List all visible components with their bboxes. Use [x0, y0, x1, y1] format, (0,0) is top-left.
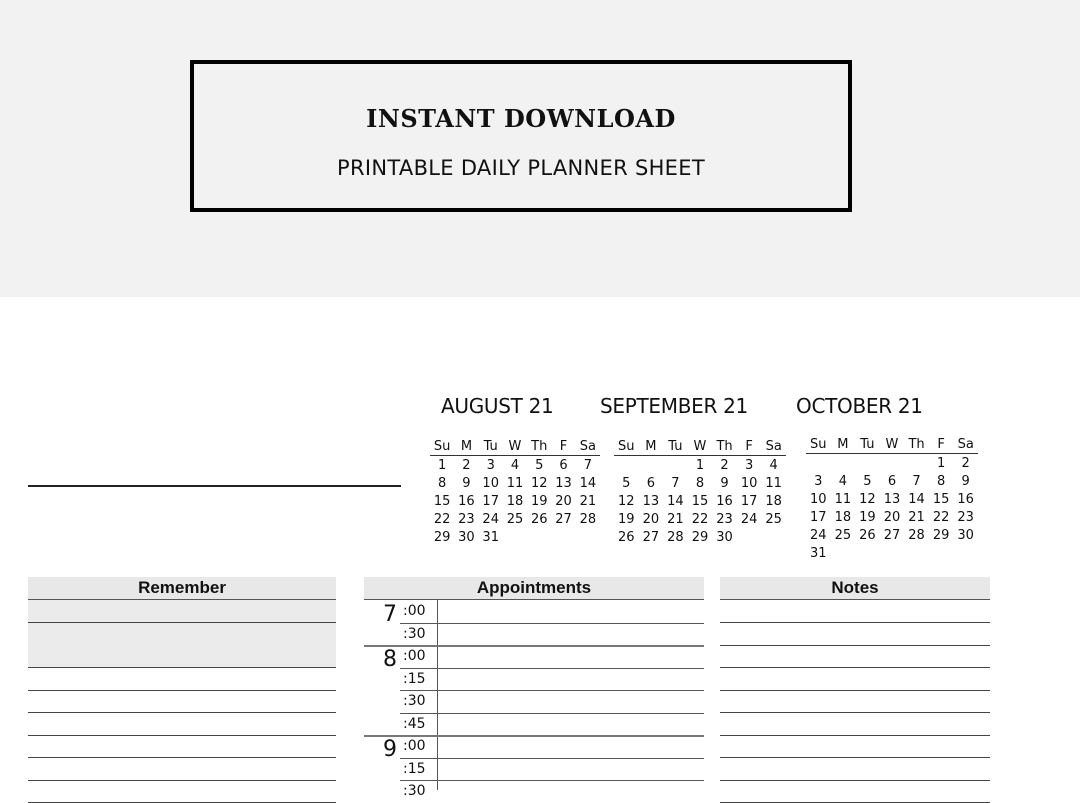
remember-row[interactable]	[28, 780, 336, 803]
remember-row[interactable]	[28, 713, 336, 736]
calendar-day: 25	[834, 527, 852, 543]
calendar-day: 1	[438, 457, 447, 473]
calendar-day: 30	[716, 529, 733, 545]
appointment-minute: :00	[403, 603, 426, 619]
appointment-minute: :30	[403, 693, 426, 709]
calendar-day: 6	[646, 475, 655, 491]
calendar-week	[614, 456, 786, 475]
calendar-day: 31	[482, 529, 499, 545]
calendar-day: 26	[859, 527, 876, 543]
calendar-day: 5	[622, 475, 631, 491]
calendar-day: 15	[433, 493, 451, 509]
calendar-day: 19	[618, 511, 635, 527]
weekday-label: W	[688, 437, 713, 456]
calendar-day: 23	[716, 511, 733, 527]
weekday-label: Tu	[663, 437, 688, 456]
calendar-day: 20	[555, 493, 572, 509]
calendar-day: 2	[961, 455, 970, 471]
calendar-day: 5	[535, 457, 544, 473]
banner-frame	[190, 60, 852, 212]
weekday-label: Sa	[761, 437, 786, 456]
calendar-day: 21	[667, 511, 684, 527]
calendar-day: 12	[530, 475, 548, 491]
calendar-day: 27	[642, 529, 660, 545]
calendar-day: 25	[506, 511, 524, 527]
calendar-day: 28	[667, 529, 684, 545]
appointment-minute: :15	[403, 760, 426, 777]
calendar-week	[430, 492, 600, 510]
calendar-day	[761, 528, 786, 546]
remember-row[interactable]	[28, 735, 336, 758]
weekday-label: Su	[430, 437, 454, 456]
appointment-minute: :00	[403, 738, 426, 754]
appointment-minute: :45	[403, 715, 426, 732]
notes-row[interactable]	[720, 668, 990, 691]
calendar-day	[831, 454, 856, 473]
notes-row[interactable]	[720, 758, 990, 781]
notes-row[interactable]	[720, 600, 990, 623]
appointment-slot[interactable]	[438, 781, 704, 803]
calendar-day: 22	[433, 511, 451, 527]
calendar-day: 13	[883, 491, 901, 507]
appointment-slot[interactable]	[438, 691, 704, 713]
calendar-day: 11	[834, 491, 852, 507]
calendar-day: 20	[642, 511, 660, 527]
calendar-day: 25	[765, 511, 782, 527]
calendar-week	[806, 454, 978, 473]
calendar-week	[430, 510, 600, 528]
calendar-title-september: SEPTEMBER 21	[600, 394, 748, 418]
banner-subtitle: PRINTABLE DAILY PLANNER SHEET	[337, 156, 705, 180]
appointment-minute: :30	[403, 625, 426, 642]
appointment-slot[interactable]	[438, 714, 704, 736]
calendar-day: 29	[433, 529, 451, 545]
notes-header: Notes	[720, 577, 990, 600]
weekday-label: M	[831, 435, 856, 454]
calendar-day: 13	[555, 475, 572, 491]
calendar-day: 13	[642, 493, 660, 509]
appointment-minute: :15	[403, 670, 426, 687]
calendar-day: 29	[932, 527, 950, 543]
calendar-day: 28	[908, 527, 925, 543]
calendar-day: 15	[691, 493, 709, 509]
weekday-label: Th	[527, 437, 551, 456]
calendar-day	[880, 544, 905, 562]
name-line	[28, 485, 401, 487]
calendar-october	[806, 435, 978, 562]
calendar-day: 11	[506, 475, 524, 491]
calendar-day: 23	[458, 511, 475, 527]
calendar-day	[953, 544, 978, 562]
calendar-week	[614, 510, 786, 528]
calendar-day	[855, 544, 880, 562]
calendar-day	[904, 544, 929, 562]
calendar-day: 29	[691, 529, 709, 545]
calendar-day: 22	[691, 511, 709, 527]
calendar-day: 10	[740, 475, 758, 491]
remember-row[interactable]	[28, 645, 336, 668]
calendar-day: 16	[458, 493, 475, 509]
calendar-day	[663, 456, 688, 475]
weekday-label: Su	[614, 437, 639, 456]
calendar-day: 7	[671, 475, 680, 491]
remember-header: Remember	[28, 577, 336, 600]
appointments-header: Appointments	[364, 577, 704, 600]
calendar-day	[639, 456, 664, 475]
calendar-day: 17	[810, 509, 827, 525]
appointment-minute: :00	[403, 648, 426, 664]
remember-row[interactable]	[28, 758, 336, 781]
calendar-day: 6	[887, 473, 897, 489]
weekday-label: M	[639, 437, 664, 456]
weekday-label: W	[880, 435, 905, 454]
calendar-day: 3	[814, 473, 823, 489]
weekday-label: Tu	[479, 437, 503, 456]
appointment-slot[interactable]	[438, 759, 704, 781]
calendar-day: 7	[583, 457, 592, 473]
calendar-day: 8	[936, 473, 946, 489]
calendar-day: 12	[859, 491, 876, 507]
calendar-day: 27	[883, 527, 901, 543]
appointment-hour: 9	[383, 737, 397, 762]
calendar-day: 21	[908, 509, 925, 525]
weekday-label: Sa	[953, 435, 978, 454]
appointment-slot[interactable]	[438, 601, 704, 623]
notes-row[interactable]	[720, 623, 990, 646]
remember-row[interactable]	[28, 623, 336, 646]
calendar-day: 9	[462, 475, 471, 491]
calendar-day: 1	[695, 457, 705, 473]
calendar-september	[614, 437, 786, 546]
calendar-day: 24	[810, 527, 827, 543]
weekday-label: Th	[904, 435, 929, 454]
calendar-day: 21	[579, 493, 597, 509]
calendar-day	[576, 528, 600, 546]
calendar-day: 3	[744, 457, 754, 473]
calendar-week	[430, 456, 600, 475]
calendar-day: 22	[932, 509, 950, 525]
calendar-day: 1	[936, 455, 946, 471]
calendar-week	[806, 508, 978, 526]
calendar-day: 19	[859, 509, 876, 525]
calendar-week	[806, 490, 978, 508]
calendar-day: 7	[912, 473, 921, 489]
weekday-label: Su	[806, 435, 831, 454]
calendar-day: 26	[618, 529, 635, 545]
calendar-day: 14	[667, 493, 684, 509]
weekday-label: F	[551, 437, 575, 456]
appointment-slot[interactable]	[438, 624, 704, 646]
calendar-day: 9	[961, 473, 970, 489]
weekday-label: F	[929, 435, 954, 454]
remember-row[interactable]	[28, 668, 336, 691]
calendar-day	[855, 454, 880, 473]
calendar-day: 4	[769, 457, 778, 473]
calendar-day: 11	[765, 475, 782, 491]
appointment-slot[interactable]	[438, 646, 704, 668]
calendar-day: 17	[482, 493, 499, 509]
appointment-slot[interactable]	[438, 736, 704, 758]
calendar-day: 24	[482, 511, 499, 527]
calendar-week	[614, 474, 786, 492]
weekday-label: Th	[712, 437, 737, 456]
banner-title: INSTANT DOWNLOAD	[366, 104, 676, 133]
remember-row[interactable]	[28, 600, 336, 623]
calendar-day: 2	[462, 457, 471, 473]
calendar-day: 18	[506, 493, 524, 509]
calendar-day: 12	[618, 493, 635, 509]
calendar-week	[430, 474, 600, 492]
calendar-day: 3	[486, 457, 495, 473]
calendar-day	[737, 528, 762, 546]
calendar-day: 9	[720, 475, 729, 491]
calendar-day	[503, 528, 527, 546]
calendar-week	[806, 544, 978, 562]
calendar-title-august: AUGUST 21	[441, 394, 554, 418]
notes-row[interactable]	[720, 713, 990, 736]
weekday-label: M	[454, 437, 478, 456]
calendar-week	[614, 492, 786, 510]
calendar-day: 4	[838, 473, 847, 489]
calendar-day: 16	[957, 491, 974, 507]
notes-row[interactable]	[720, 645, 990, 668]
calendar-day: 2	[720, 457, 729, 473]
calendar-day	[831, 544, 856, 562]
calendar-day	[904, 454, 929, 473]
remember-row[interactable]	[28, 690, 336, 713]
appointment-hour: 8	[383, 647, 397, 672]
calendar-week	[806, 526, 978, 544]
appointment-hour: 7	[383, 602, 397, 627]
notes-row[interactable]	[720, 690, 990, 713]
banner	[0, 0, 1080, 297]
calendar-day: 14	[908, 491, 925, 507]
weekday-label: F	[737, 437, 762, 456]
calendar-day	[806, 454, 831, 473]
calendar-august	[430, 437, 600, 546]
calendar-day: 8	[695, 475, 705, 491]
calendar-day	[527, 528, 551, 546]
calendar-day: 26	[530, 511, 548, 527]
weekday-label: Sa	[576, 437, 600, 456]
calendar-day: 17	[740, 493, 758, 509]
calendar-week	[614, 528, 786, 546]
calendar-day	[551, 528, 575, 546]
calendar-day: 15	[932, 491, 950, 507]
calendar-day	[929, 544, 954, 562]
calendar-day: 18	[834, 509, 852, 525]
calendar-day: 30	[458, 529, 475, 545]
calendar-day	[614, 456, 639, 475]
calendar-week	[430, 528, 600, 546]
notes-row[interactable]	[720, 780, 990, 803]
calendar-day: 20	[883, 509, 901, 525]
appointment-minute: :30	[403, 783, 426, 799]
appointment-slot[interactable]	[438, 669, 704, 691]
calendar-day: 30	[957, 527, 974, 543]
calendar-day: 18	[765, 493, 782, 509]
calendar-day: 10	[810, 491, 827, 507]
calendar-day: 23	[957, 509, 974, 525]
notes-row[interactable]	[720, 735, 990, 758]
weekday-label: Tu	[855, 435, 880, 454]
calendar-week	[806, 472, 978, 490]
calendar-day	[880, 454, 905, 473]
calendar-day: 19	[530, 493, 548, 509]
calendar-day: 6	[559, 457, 568, 473]
weekday-label: W	[503, 437, 527, 456]
calendar-day: 28	[579, 511, 597, 527]
calendar-title-october: OCTOBER 21	[796, 394, 923, 418]
calendar-day: 5	[863, 473, 872, 489]
calendar-day: 16	[716, 493, 733, 509]
calendar-day: 10	[482, 475, 499, 491]
calendar-day: 4	[510, 457, 520, 473]
calendar-day: 14	[579, 475, 597, 491]
calendar-day: 27	[555, 511, 572, 527]
calendar-day: 24	[740, 511, 758, 527]
calendar-day: 8	[438, 475, 447, 491]
calendar-day: 31	[810, 545, 827, 561]
